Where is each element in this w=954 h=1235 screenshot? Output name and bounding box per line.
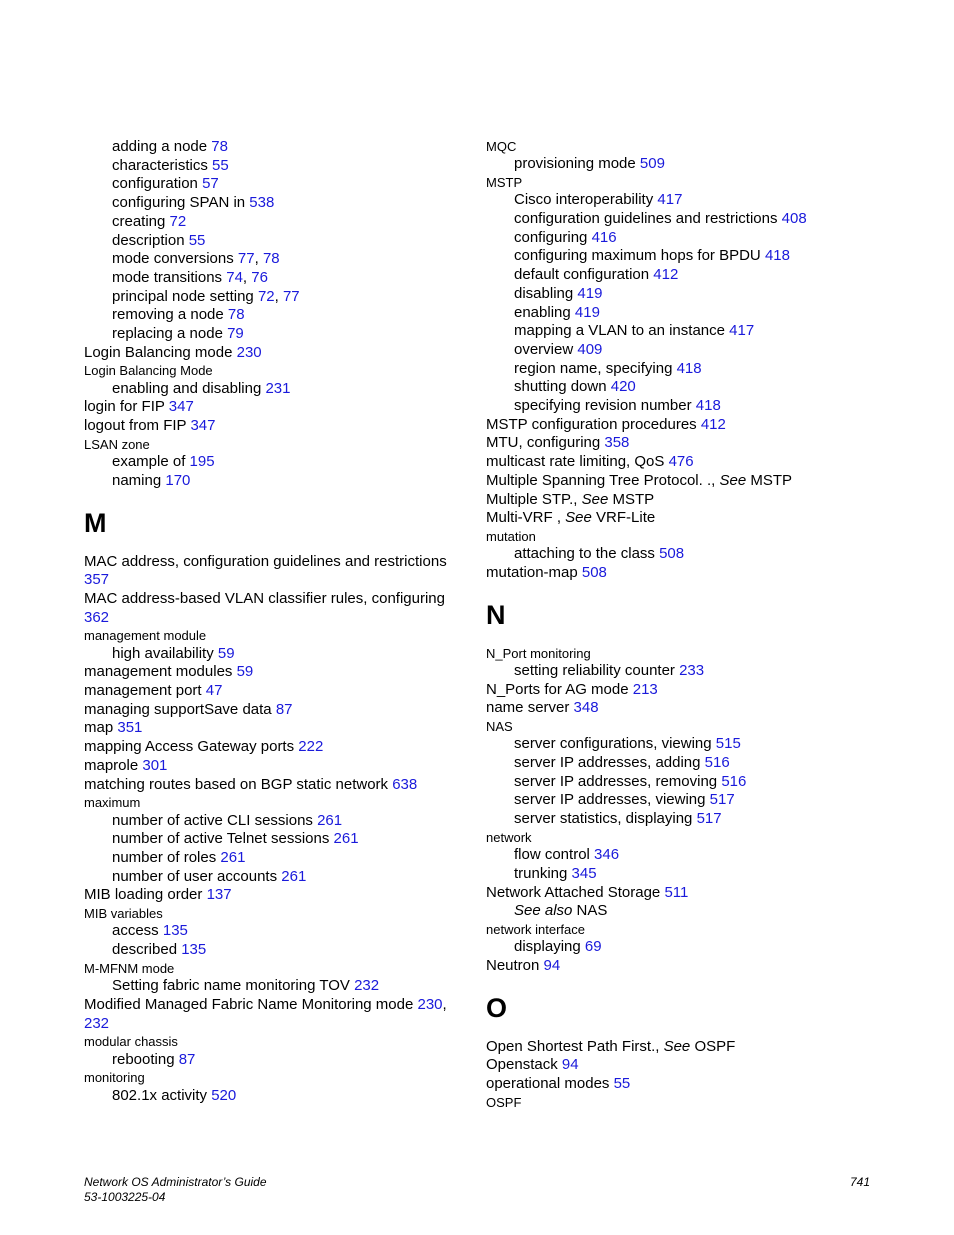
page-link[interactable]: 417 — [729, 322, 755, 340]
entry-term: region name, specifying — [514, 359, 677, 377]
entry-term: removing a node — [112, 306, 228, 324]
entry-term: enabling — [514, 303, 575, 321]
index-entry — [84, 757, 469, 776]
entry-term: N_Ports for AG mode — [486, 680, 633, 698]
page-link[interactable]: 137 — [206, 886, 232, 904]
index-entry — [84, 325, 469, 344]
entry-term: mode transitions — [112, 268, 227, 286]
index-entry — [486, 434, 886, 453]
entry-term: naming — [112, 471, 166, 489]
see-target: MSTP — [608, 490, 655, 508]
index-entry — [84, 922, 469, 941]
entry-term: login for FIP — [84, 398, 169, 416]
index-entry — [84, 306, 469, 325]
page-link[interactable]: 213 — [632, 680, 658, 698]
index-entry: principal node setting 72, 77 — [112, 287, 300, 305]
entry-term: MAC address, configuration guidelines and restrictions — [84, 552, 447, 570]
entry-term: adding a node — [112, 138, 212, 155]
footer-title: Network OS Administrator’s Guide — [84, 1175, 267, 1189]
index-entry — [486, 735, 886, 754]
section-letter: M — [84, 507, 107, 538]
page-link[interactable]: 230 — [417, 995, 443, 1013]
page-link[interactable]: 345 — [571, 864, 597, 882]
index-entry — [486, 1038, 886, 1057]
index-entry — [486, 1056, 886, 1075]
index-heading — [84, 960, 469, 977]
index-column-right — [486, 138, 886, 1111]
page-link[interactable]: 417 — [657, 191, 683, 209]
section-letter: O — [486, 992, 508, 1023]
index-heading — [84, 1069, 469, 1086]
index-entry — [486, 681, 886, 700]
entry-term: configuring — [514, 228, 592, 246]
page-link[interactable]: 94 — [561, 1056, 579, 1074]
entry-term: N_Port monitoring — [486, 645, 591, 661]
index-entry — [486, 491, 886, 510]
see-target: MSTP — [746, 471, 793, 489]
index-entry — [486, 416, 886, 435]
entry-term: monitoring — [84, 1070, 145, 1086]
page-link[interactable]: 418 — [764, 247, 790, 265]
index-entry — [486, 902, 886, 921]
page-link[interactable]: 418 — [695, 397, 721, 415]
index-entry — [486, 247, 886, 266]
page-link[interactable]: 261 — [333, 830, 359, 848]
entry-term: server configurations, viewing — [514, 735, 716, 753]
index-heading — [84, 1033, 469, 1050]
index-entry — [486, 564, 886, 583]
entry-term: number of active CLI sessions — [112, 811, 318, 829]
page-link[interactable]: 520 — [211, 1086, 237, 1104]
index-entry — [486, 865, 886, 884]
entry-term: mapping Access Gateway ports — [84, 738, 299, 756]
page-link[interactable]: 511 — [664, 883, 689, 901]
page-link[interactable]: 420 — [610, 378, 636, 396]
page-link[interactable]: 230 — [236, 343, 262, 361]
entry-term: Cisco interoperability — [514, 191, 658, 209]
entry-term: modular chassis — [84, 1034, 178, 1050]
index-entry — [84, 157, 469, 176]
entry-term: described — [112, 941, 182, 959]
see-reference: See also — [514, 902, 573, 920]
index-entry — [84, 830, 469, 849]
entry-term: overview — [514, 340, 578, 358]
entry-term: provisioning mode — [514, 155, 640, 173]
index-heading — [486, 829, 886, 846]
index-entry — [84, 682, 469, 701]
index-entry — [486, 341, 886, 360]
page-link[interactable]: 419 — [577, 284, 603, 302]
index-entry — [486, 453, 886, 472]
page-link[interactable]: 408 — [781, 210, 807, 227]
page-link[interactable]: 261 — [317, 811, 343, 829]
index-entry — [486, 545, 886, 564]
see-target: NAS — [572, 902, 608, 920]
page-link[interactable]: 231 — [265, 379, 291, 397]
entry-term: Openstack — [486, 1056, 562, 1074]
index-entry — [486, 378, 886, 397]
entry-term: matching routes based on BGP static network — [84, 775, 393, 793]
index-heading — [486, 528, 886, 545]
index-entry — [486, 810, 886, 829]
index-entry — [84, 812, 469, 831]
footer-docnum: 53-1003225-04 — [84, 1190, 166, 1204]
index-heading — [486, 921, 886, 938]
index-entry — [84, 138, 469, 157]
see-target: OSPF — [690, 1037, 736, 1055]
index-heading — [486, 174, 886, 191]
section-letter: N — [486, 599, 506, 630]
index-heading — [486, 1094, 886, 1111]
page-link[interactable]: 409 — [577, 340, 603, 358]
index-entry — [84, 380, 469, 399]
page-link[interactable]: 638 — [392, 775, 418, 793]
index-entry — [486, 285, 886, 304]
page-link[interactable]: 476 — [668, 453, 694, 471]
entry-term: MTU, configuring — [486, 434, 605, 452]
page-link[interactable]: 135 — [162, 922, 188, 940]
page-link[interactable]: 78 — [211, 138, 228, 155]
footer-document-info — [84, 1175, 267, 1205]
entry-term: M-MFNM mode — [84, 960, 175, 976]
index-entry — [486, 791, 886, 810]
entry-term: number of user accounts — [112, 867, 282, 885]
index-heading — [486, 718, 886, 735]
index-entry — [84, 886, 469, 905]
entry-term: configuring maximum hops for BPDU — [514, 247, 765, 265]
entry-term: Login Balancing Mode — [84, 363, 213, 379]
entry-term: logout from FIP — [84, 417, 191, 435]
index-entry — [84, 175, 469, 194]
index-entry — [84, 1087, 469, 1106]
entry-term: Multiple STP., — [486, 490, 582, 508]
page-link[interactable]: 357 — [84, 571, 110, 589]
index-entry — [84, 776, 469, 795]
page-link[interactable]: 348 — [573, 699, 599, 717]
index-entry — [84, 553, 469, 590]
entry-term: MSTP — [486, 175, 523, 190]
entry-term: replacing a node — [112, 325, 228, 343]
index-entry — [486, 938, 886, 957]
page-link[interactable]: 517 — [696, 810, 722, 828]
page-link[interactable]: 76 — [251, 268, 268, 286]
page-link[interactable]: 347 — [190, 417, 216, 435]
index-entry — [486, 884, 886, 903]
entry-term: MIB loading order — [84, 886, 207, 904]
index-entry — [486, 304, 886, 323]
entry-term: configuration guidelines and restrictions — [514, 210, 782, 227]
page-link[interactable]: 517 — [709, 791, 735, 809]
entry-term: maximum — [84, 795, 141, 811]
entry-term: Multiple Spanning Tree Protocol. ., — [486, 471, 720, 489]
index-entry — [486, 397, 886, 416]
entry-term: characteristics — [112, 156, 213, 174]
entry-term: mutation-map — [486, 563, 582, 581]
index-entry — [486, 773, 886, 792]
entry-term: principal node setting — [112, 287, 258, 305]
page-link[interactable]: 346 — [594, 846, 620, 864]
page-link[interactable]: 419 — [574, 303, 600, 321]
page-link[interactable]: 509 — [639, 155, 665, 173]
index-entry — [486, 754, 886, 773]
entry-term: attaching to the class — [514, 545, 660, 563]
index-entry — [486, 846, 886, 865]
index-entry — [84, 663, 469, 682]
entry-term: number of roles — [112, 848, 221, 866]
index-entry — [84, 941, 469, 960]
page-link[interactable]: 77 — [282, 287, 300, 305]
footer-page-number: 741 — [850, 1175, 871, 1189]
page-link[interactable]: 301 — [142, 756, 168, 774]
index-entry — [486, 191, 886, 210]
entry-term: management module — [84, 628, 207, 644]
page-link[interactable]: 87 — [275, 700, 293, 718]
index-entry — [486, 266, 886, 285]
entry-term: enabling and disabling — [112, 379, 266, 397]
entry-term: example of — [112, 453, 190, 471]
entry-term: multicast rate limiting, QoS — [486, 453, 669, 471]
entry-term: network interface — [486, 921, 585, 937]
entry-term: rebooting — [112, 1050, 179, 1068]
page-link[interactable]: 78 — [262, 250, 280, 268]
entry-term: Setting fabric name monitoring TOV — [112, 977, 355, 995]
page-link[interactable]: 79 — [227, 325, 244, 343]
index-entry — [84, 213, 469, 232]
index-entry — [84, 590, 469, 627]
page-link[interactable]: 232 — [84, 1014, 110, 1032]
index-entry — [84, 398, 469, 417]
entry-term: OSPF — [486, 1094, 522, 1110]
entry-term: shutting down — [514, 378, 611, 396]
page-link[interactable]: 222 — [298, 738, 324, 756]
entry-term: mapping a VLAN to an instance — [514, 322, 730, 340]
index-heading — [84, 627, 469, 644]
entry-term: server statistics, displaying — [514, 810, 697, 828]
see-reference: See — [581, 490, 609, 508]
page-link[interactable]: 347 — [168, 398, 194, 416]
page-link[interactable]: 59 — [217, 644, 235, 662]
entry-term: name server — [486, 699, 574, 717]
entry-term: MIB variables — [84, 906, 163, 922]
index-entry — [84, 232, 469, 251]
entry-term: network — [486, 829, 532, 845]
page-link[interactable]: 233 — [679, 661, 705, 679]
index-entry — [84, 417, 469, 436]
page-link[interactable]: 59 — [236, 663, 254, 681]
index-entry — [486, 509, 886, 528]
entry-term: displaying — [514, 938, 585, 956]
see-reference: See — [719, 471, 747, 489]
entry-term: map — [84, 719, 118, 737]
entry-term: Neutron — [486, 956, 544, 974]
entry-term: flow control — [514, 846, 595, 864]
index-heading — [486, 645, 886, 662]
page-link[interactable]: 195 — [189, 453, 215, 471]
see-target: VRF-Lite — [591, 509, 656, 527]
entry-term: creating — [112, 212, 170, 230]
page-link[interactable]: 55 — [188, 231, 206, 249]
entry-term: operational modes — [486, 1075, 614, 1093]
page-link[interactable]: 57 — [202, 175, 219, 193]
page-link[interactable]: 412 — [653, 266, 679, 284]
index-entry — [486, 662, 886, 681]
entry-term: mutation — [486, 528, 536, 544]
index-entry — [486, 155, 886, 174]
entry-term: configuration — [112, 175, 203, 193]
page-link[interactable]: 351 — [117, 719, 143, 737]
index-heading — [84, 794, 469, 811]
index-entry — [486, 229, 886, 248]
index-heading — [486, 138, 886, 155]
index-heading — [84, 362, 469, 379]
page-link[interactable]: 416 — [591, 228, 617, 246]
index-entry — [84, 977, 469, 996]
entry-term: server IP addresses, viewing — [514, 791, 710, 809]
page-link[interactable]: 538 — [249, 194, 275, 212]
page-link[interactable]: 55 — [212, 156, 229, 174]
page-link[interactable]: 261 — [281, 867, 307, 885]
index-entry: mode conversions 77, 78 — [112, 250, 280, 268]
index-entry — [486, 1075, 886, 1094]
entry-term: management modules — [84, 663, 237, 681]
page-link[interactable]: 78 — [227, 306, 245, 324]
entry-term: managing supportSave data — [84, 700, 276, 718]
index-entry — [84, 701, 469, 720]
entry-term: Open Shortest Path First., — [486, 1037, 664, 1055]
page-link[interactable]: 362 — [84, 608, 110, 626]
page-link[interactable]: 74 — [226, 268, 243, 286]
index-entry — [84, 738, 469, 757]
index-entry — [486, 210, 886, 229]
page-link[interactable]: 135 — [181, 941, 207, 959]
entry-term: default configuration — [514, 266, 654, 284]
entry-term: number of active Telnet sessions — [112, 830, 334, 848]
index-entry: mode transitions 74, 76 — [112, 268, 268, 286]
page-link[interactable]: 69 — [584, 938, 602, 956]
index-entry — [84, 472, 469, 491]
page-link[interactable]: 47 — [205, 682, 223, 700]
page-link[interactable]: 516 — [721, 772, 747, 790]
index-entry — [84, 1051, 469, 1070]
page-link[interactable]: 72 — [257, 287, 275, 305]
entry-term: Login Balancing mode — [84, 343, 237, 361]
index-entry — [486, 699, 886, 718]
entry-term: mode conversions — [112, 250, 238, 268]
entry-term: NAS — [486, 719, 513, 735]
entry-term: MQC — [486, 139, 517, 154]
see-reference: See — [663, 1037, 691, 1055]
index-entry — [486, 360, 886, 379]
index-entry — [84, 868, 469, 887]
entry-term: MSTP configuration procedures — [486, 415, 701, 433]
entry-term: MAC address-based VLAN classifier rules, configuring — [84, 589, 445, 607]
entry-term: server IP addresses, adding — [514, 754, 705, 772]
entry-term: trunking — [514, 864, 572, 882]
entry-term: disabling — [514, 284, 578, 302]
page-link[interactable]: 516 — [704, 754, 730, 772]
index-entry — [84, 849, 469, 868]
entry-term: LSAN zone — [84, 436, 150, 452]
entry-term: Modified Managed Fabric Name Monitoring mode — [84, 995, 418, 1013]
page-link[interactable]: 72 — [169, 212, 187, 230]
entry-term: Multi-VRF , — [486, 509, 566, 527]
page-link[interactable]: 418 — [676, 359, 702, 377]
page-link[interactable]: 358 — [604, 434, 630, 452]
index-entry — [84, 194, 469, 213]
page-link[interactable]: 515 — [715, 735, 741, 753]
index-heading — [84, 905, 469, 922]
page-link[interactable]: 94 — [543, 956, 561, 974]
page-link[interactable]: 232 — [354, 977, 380, 995]
entry-term: maprole — [84, 756, 143, 774]
index-entry — [84, 645, 469, 664]
index-heading — [84, 436, 469, 453]
entry-term: configuring SPAN in — [112, 194, 250, 212]
index-entry — [84, 453, 469, 472]
entry-term: specifying revision number — [514, 397, 696, 415]
entry-term: management port — [84, 682, 206, 700]
index-entry — [84, 344, 469, 363]
index-entry — [84, 719, 469, 738]
entry-term: server IP addresses, removing — [514, 772, 722, 790]
entry-term: description — [112, 231, 189, 249]
entry-term: setting reliability counter — [514, 661, 680, 679]
page-link[interactable]: 261 — [220, 848, 246, 866]
index-column-left — [84, 138, 469, 1105]
entry-term: Network Attached Storage — [486, 883, 665, 901]
page-link[interactable]: 170 — [165, 471, 191, 489]
page-link[interactable]: 55 — [613, 1075, 631, 1093]
index-entry — [486, 957, 886, 976]
see-reference: See — [565, 509, 592, 527]
page-link[interactable]: 87 — [178, 1050, 196, 1068]
page-link[interactable]: 77 — [237, 250, 255, 268]
index-entry: Modified Managed Fabric Name Monitoring mode 230, 232 — [84, 995, 447, 1032]
entry-term: high availability — [112, 644, 218, 662]
page-link[interactable]: 508 — [581, 563, 607, 581]
page-link[interactable]: 412 — [700, 415, 726, 433]
index-entry — [486, 472, 886, 491]
entry-term: 802.1x activity — [112, 1086, 212, 1104]
entry-term: access — [112, 922, 163, 940]
page-link[interactable]: 508 — [659, 545, 685, 563]
index-entry — [486, 322, 886, 341]
